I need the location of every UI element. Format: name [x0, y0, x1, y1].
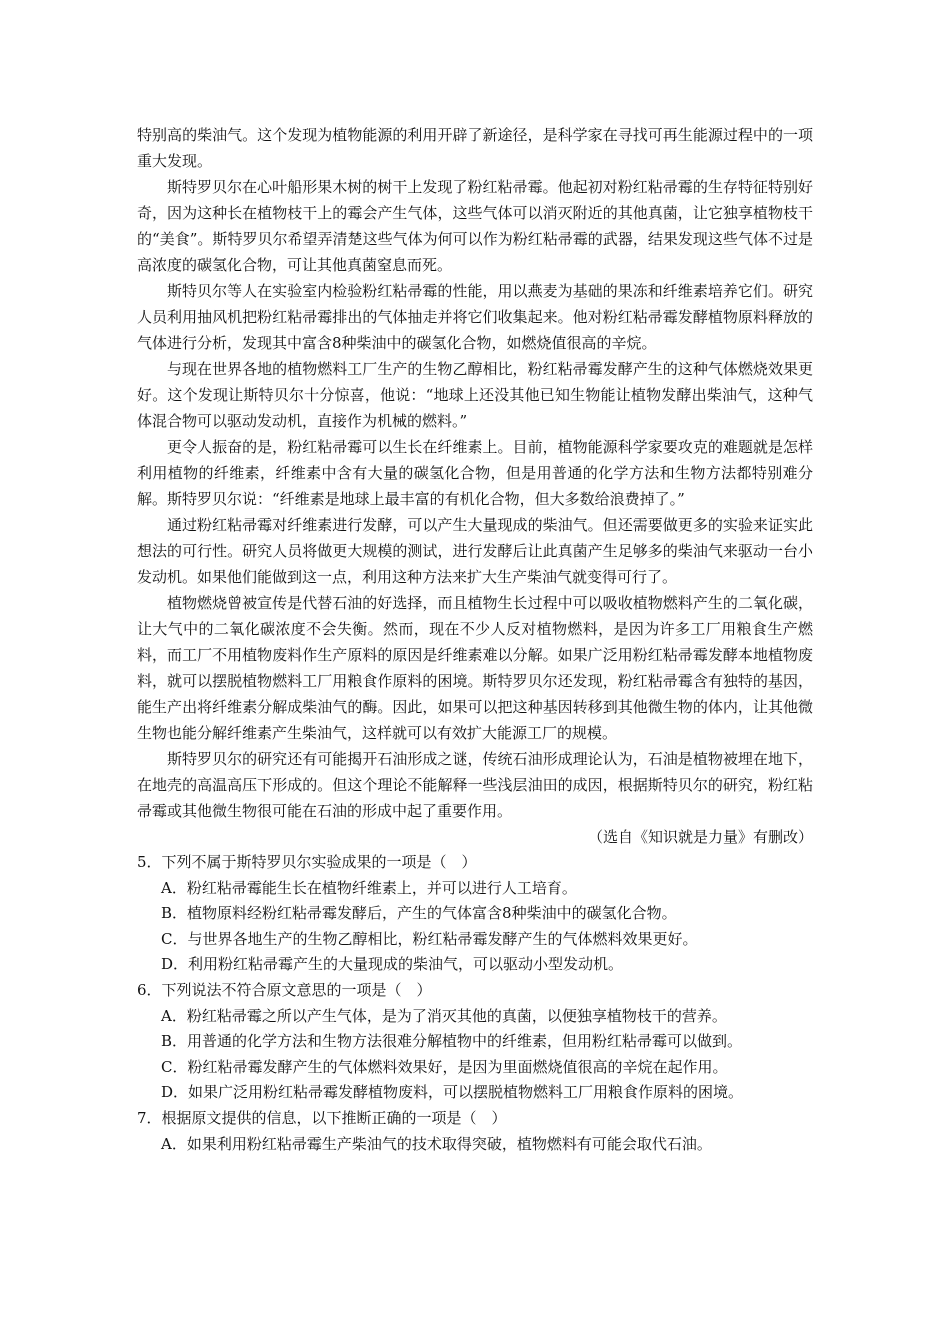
article-paragraph-8: 斯特罗贝尔的研究还有可能揭开石油形成之谜，传统石油形成理论认为，石油是植物被埋在地下，在地壳的高温高压下形成的。但这个理论不能解释一些浅层油田的成因，根据斯特贝尔的研究，粉红粘帚霉或其他微生物很可能在石油的形成中起了重要作用。	[137, 750, 813, 820]
question-7-option-a: A．如果利用粉红粘帚霉生产柴油气的技术取得突破，植物燃料有可能会取代石油。	[161, 1134, 712, 1153]
question-5-option-a: A．粉红粘帚霉能生长在植物纤维素上，并可以进行人工培育。	[161, 878, 577, 897]
document-content	[137, 122, 813, 1157]
question-6-option-c: C．粉红粘帚霉发酵产生的气体燃料效果好，是因为里面燃烧值很高的辛烷在起作用。	[161, 1057, 728, 1076]
question-6-option-d: D．如果广泛用粉红粘帚霉发酵植物废料，可以摆脱植物燃料工厂用粮食作原料的困境。	[161, 1083, 744, 1102]
question-5-option-c: C．与世界各地生产的生物乙醇相比，粉红粘帚霉发酵产生的气体燃料效果更好。	[161, 929, 698, 948]
question-5-stem: 5．下列不属于斯特罗贝尔实验成果的一项是（ ）	[137, 853, 477, 871]
article-paragraph-4: 与现在世界各地的植物燃料工厂生产的生物乙醇相比，粉红粘帚霉发酵产生的这种气体燃烧效果更好。这个发现让斯特贝尔十分惊喜，他说：“地球上还没其他已知生物能让植物发酵出柴油气，这种气体混合物可以驱动发动机，直接作为机械的燃料。”	[137, 360, 813, 430]
article-paragraph-6: 通过粉红粘帚霉对纤维素进行发酵，可以产生大量现成的柴油气。但还需要做更多的实验来证实此想法的可行性。研究人员将做更大规模的测试，进行发酵后让此真菌产生足够多的柴油气来驱动一台小发动机。如果他们能做到这一点，利用这种方法来扩大生产柴油气就变得可行了。	[137, 516, 813, 586]
question-5-option-b: B．植物原料经粉红粘帚霉发酵后，产生的气体富含8种柴油中的碳氢化合物。	[161, 904, 677, 923]
question-7-stem: 7．根据原文提供的信息，以下推断正确的一项是（ ）	[137, 1108, 507, 1127]
article-paragraph-3: 斯特贝尔等人在实验室内检验粉红粘帚霉的性能，用以燕麦为基础的果冻和纤维素培养它们。研究人员利用抽风机把粉红粘帚霉排出的气体抽走并将它们收集起来。他对粉红粘帚霉发酵植物原料释放的气体进行分析，发现其中富含8种柴油中的碳氢化合物，如燃烧值很高的辛烷。	[137, 282, 813, 352]
article-paragraph-5: 更令人振奋的是，粉红粘帚霉可以生长在纤维素上。目前，植物能源科学家要攻克的难题就是怎样利用植物的纤维素，纤维素中含有大量的碳氢化合物，但是用普通的化学方法和生物方法都特别难分解。斯特罗贝尔说：“纤维素是地球上最丰富的有机化合物，但大多数给浪费掉了。”	[137, 438, 813, 508]
question-6-stem: 6．下列说法不符合原文意思的一项是（ ）	[137, 980, 432, 999]
question-6-option-a: A．粉红粘帚霉之所以产生气体，是为了消灭其他的真菌，以便独享植物枝干的营养。	[161, 1006, 727, 1025]
article-paragraph-7: 植物燃烧曾被宣传是代替石油的好选择，而且植物生长过程中可以吸收植物燃料产生的二氧化碳，让大气中的二氧化碳浓度不会失衡。然而，现在不少人反对植物燃料，是因为许多工厂用粮食生产燃料，而工厂不用植物废料作生产原料的原因是纤维素难以分解。如果广泛用粉红粘帚霉发酵本地植物废料，就可以摆脱植物燃料工厂用粮食作原料的困境。斯特罗贝尔还发现，粉红粘帚霉含有独特的基因，能生产出将纤维素分解成柴油气的酶。因此，如果可以把这种基因转移到其他微生物的体内，让其他微生物也能分解纤维素产生柴油气，这样就可以有效扩大能源工厂的规模。	[137, 594, 813, 742]
article-paragraph-1: 特别高的柴油气。这个发现为植物能源的利用开辟了新途径，是科学家在寻找可再生能源过程中的一项重大发现。	[137, 126, 813, 170]
question-5-option-d: D．利用粉红粘帚霉产生的大量现成的柴油气，可以驱动小型发动机。	[161, 955, 624, 974]
question-6-option-b: B．用普通的化学方法和生物方法很难分解植物中的纤维素，但用粉红粘帚霉可以做到。	[161, 1032, 743, 1051]
article-paragraph-2: 斯特罗贝尔在心叶船形果木树的树干上发现了粉红粘帚霉。他起初对粉红粘帚霉的生存特征特别好奇，因为这种长在植物枝干上的霉会产生气体，这些气体可以消灭附近的其他真菌，让它独享植物枝干的“美食”。斯特罗贝尔希望弄清楚这些气体为何可以作为粉红粘帚霉的武器，结果发现这些气体不过是高浓度的碳氢化合物，可让其他真菌窒息而死。	[137, 178, 813, 274]
article-source: （选自《知识就是力量》有删改）	[587, 828, 813, 846]
